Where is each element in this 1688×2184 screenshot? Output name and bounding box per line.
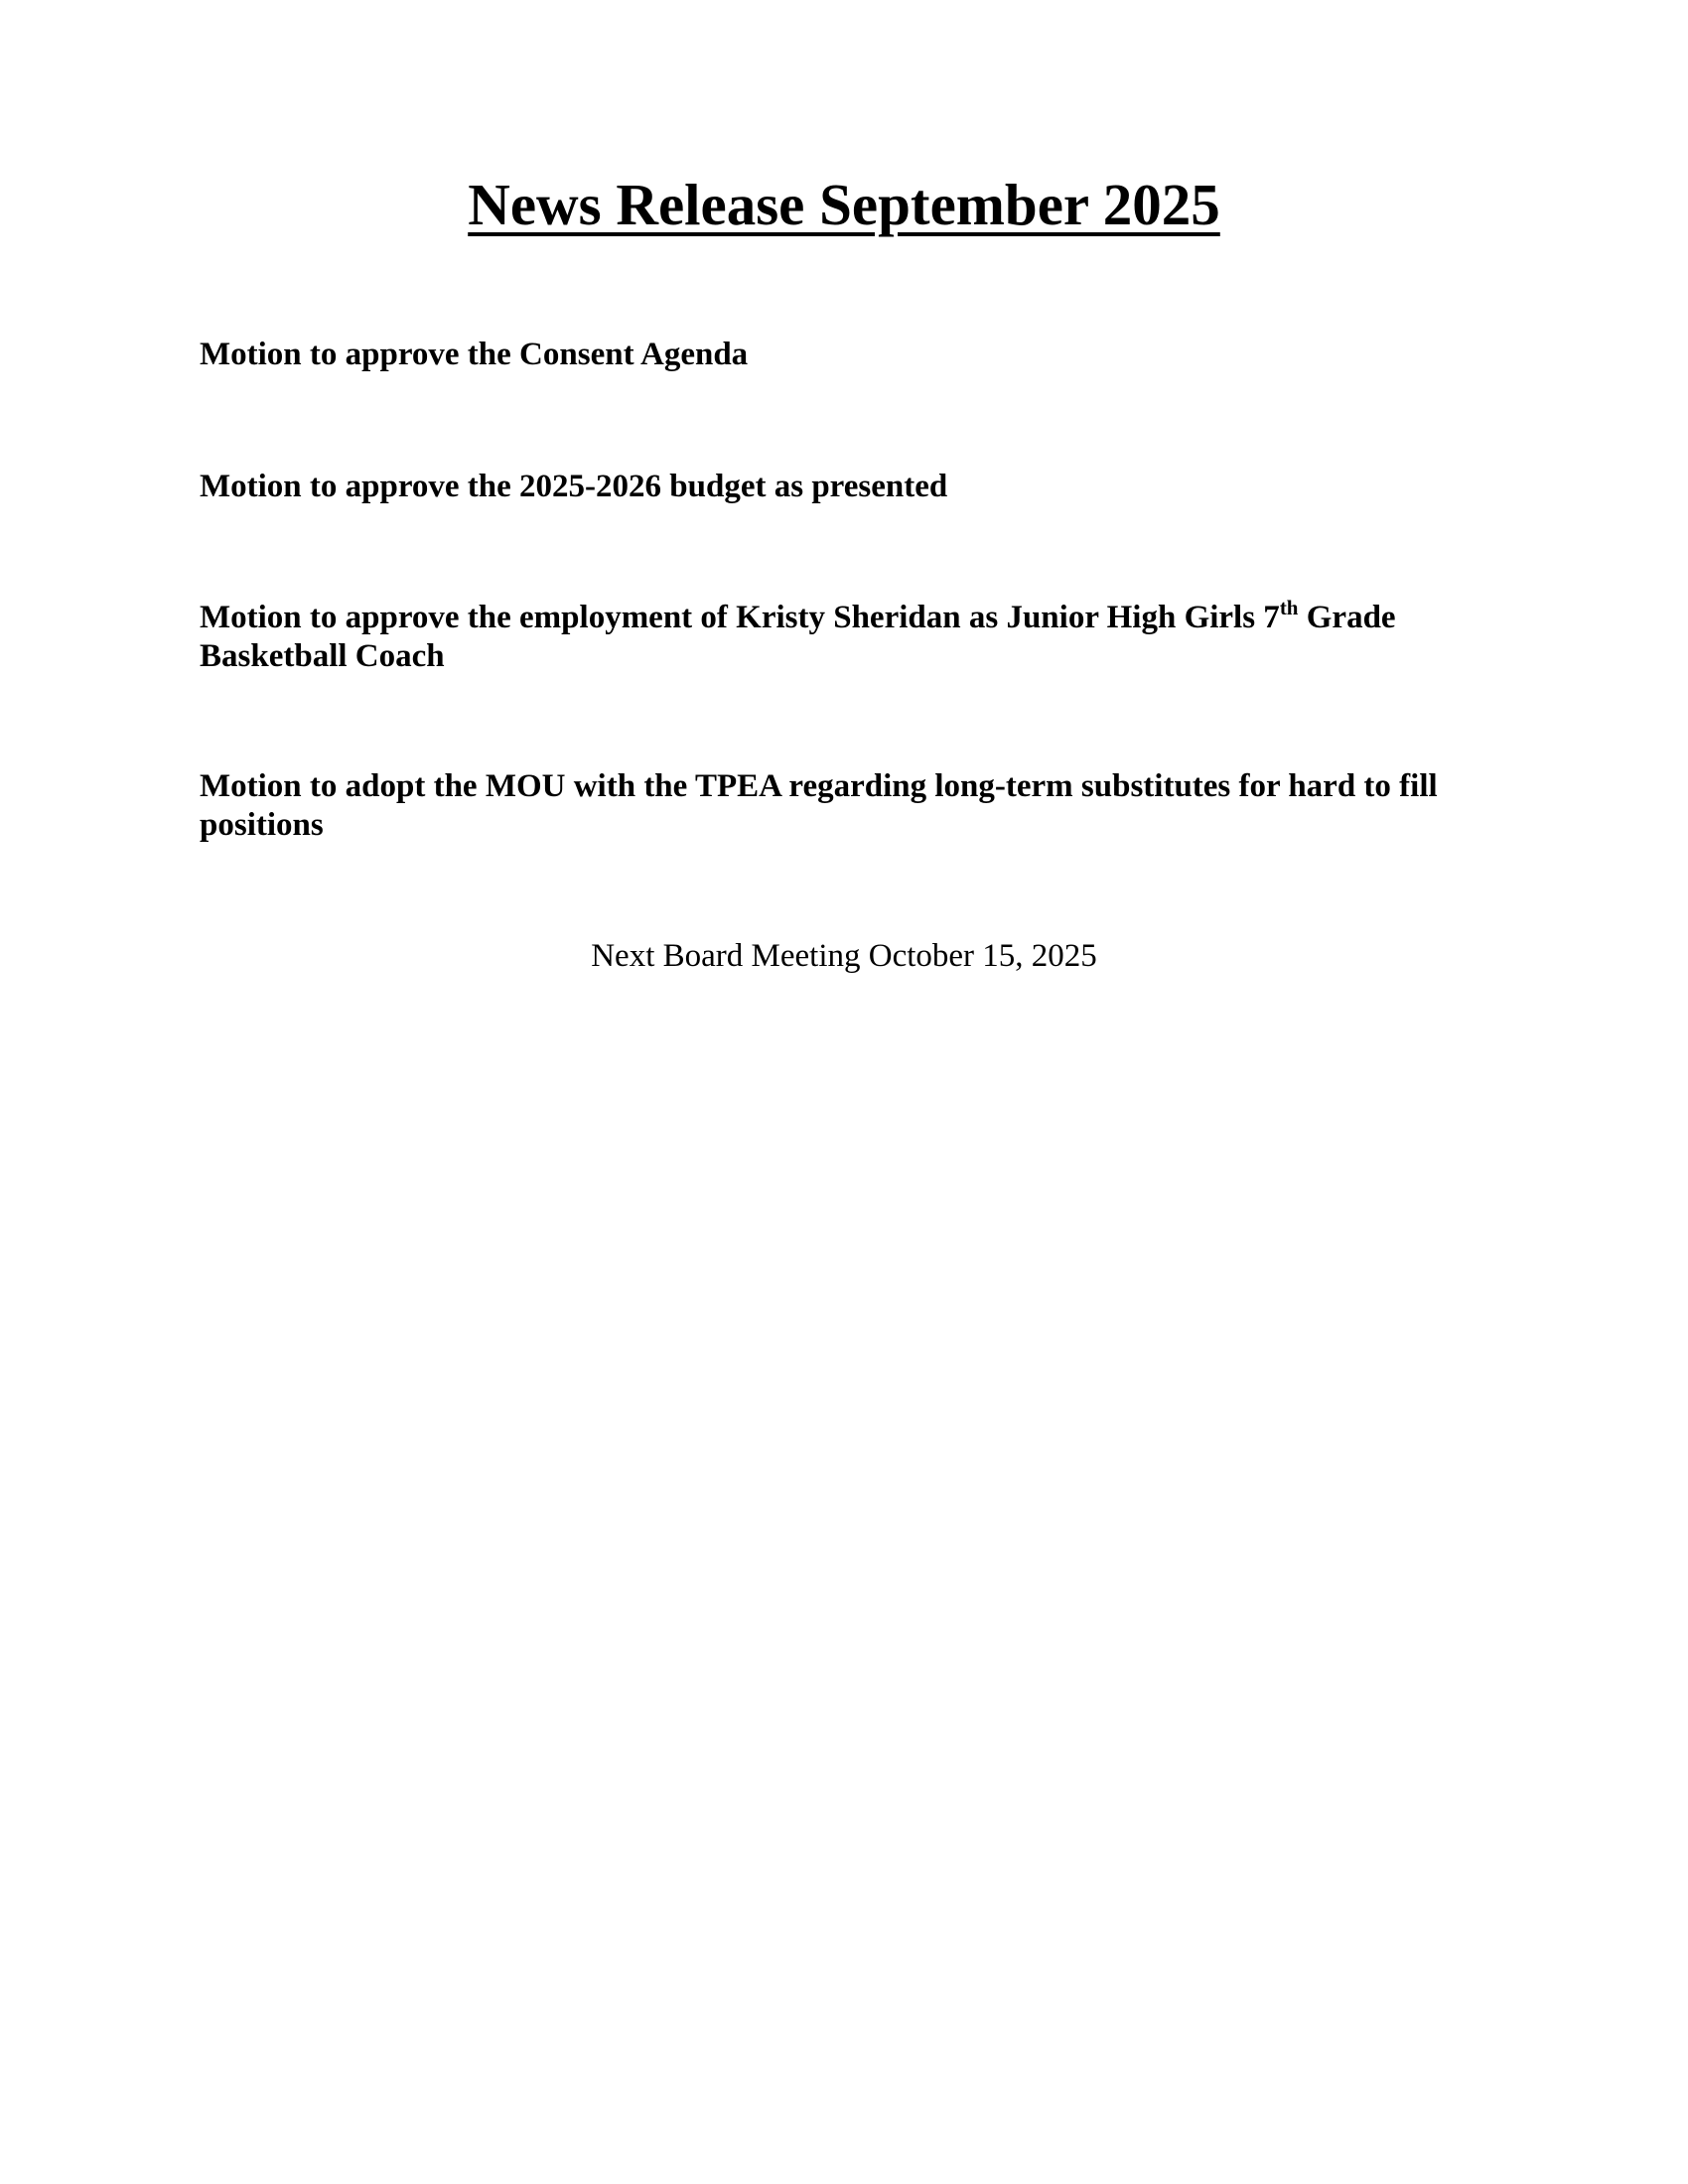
motion-employment bbox=[200, 596, 1500, 676]
motion-employment-text-end: Grade Basketball Coach bbox=[200, 600, 1396, 674]
motion-budget: Motion to approve the 2025-2026 budget as presented bbox=[200, 469, 948, 504]
motion-consent-agenda: Motion to approve the Consent Agenda bbox=[200, 337, 749, 372]
next-board-meeting: Next Board Meeting October 15, 2025 bbox=[591, 938, 1097, 974]
motion-mou: Motion to adopt the MOU with the TPEA regarding long-term substitutes for hard to fill positions bbox=[200, 768, 1438, 843]
page-title: News Release September 2025 bbox=[468, 172, 1220, 237]
motion-employment-text-start: Motion to approve the employment of Kristy Sheridan as Junior High Girls 7 bbox=[200, 600, 1280, 635]
ordinal-superscript: th bbox=[1279, 596, 1299, 619]
